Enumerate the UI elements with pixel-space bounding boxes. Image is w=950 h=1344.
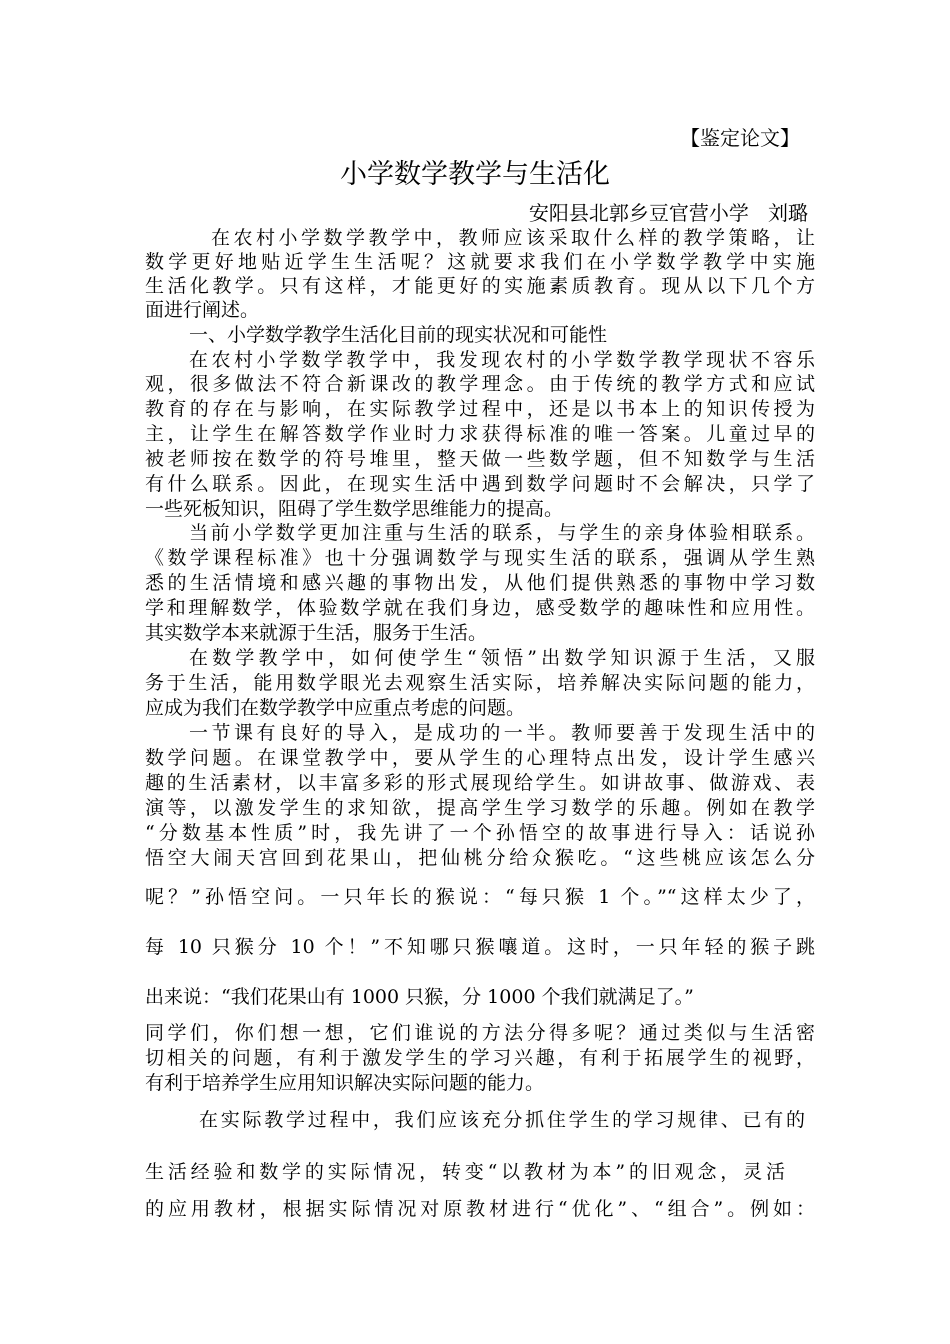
document-tag: 【鉴定论文】 [680, 126, 800, 150]
paragraph-line: 其实数学本来就源于生活，服务于生活。 [145, 622, 488, 644]
paragraph-line: 在数学教学中，如何使学生“领悟”出数学知识源于生活，又服 [189, 647, 815, 669]
paragraph-line: 呢？”孙悟空问。一只年长的猴说：“每只猴 1 个。”“这样太少了， [145, 886, 815, 908]
paragraph-line: 数学更好地贴近学生生活呢？这就要求我们在小学数学教学中实施 [145, 251, 815, 273]
paragraph-line: 出来说：“我们花果山有 1000 只猴，分 1000 个我们就满足了。” [145, 986, 694, 1008]
paragraph-line: 趣的生活素材，以丰富多彩的形式展现给学生。如讲故事、做游戏、表 [145, 772, 815, 794]
paragraph-line: 在农村小学数学教学中，我发现农村的小学数学教学现状不容乐 [189, 349, 815, 371]
paragraph-line: 当前小学数学更加注重与生活的联系，与学生的亲身体验相联系。 [189, 522, 815, 544]
paragraph-line: 有利于培养学生应用知识解决实际问题的能力。 [145, 1072, 545, 1094]
paragraph-line: 一些死板知识，阻碍了学生数学思维能力的提高。 [145, 498, 564, 520]
paragraph-line: 一节课有良好的导入，是成功的一半。教师要善于发现生活中的 [189, 722, 815, 744]
paragraph-line: 演等，以激发学生的求知欲，提高学生学习数学的乐趣。例如在教学 [145, 797, 815, 819]
paragraph-line: 生活化教学。只有这样，才能更好的实施素质教育。现从以下几个方 [145, 275, 815, 297]
paragraph-line: 在农村小学数学教学中，教师应该采取什么样的教学策略，让 [211, 227, 815, 249]
paragraph-line: 在实际教学过程中，我们应该充分抓住学生的学习规律、已有的 [199, 1109, 805, 1131]
paragraph-line: 切相关的问题，有利于激发学生的学习兴趣，有利于拓展学生的视野， [145, 1047, 815, 1069]
paragraph-line: 悟空大闹天宫回到花果山，把仙桃分给众猴吃。“这些桃应该怎么分 [145, 847, 815, 869]
paragraph-line: 每 10 只猴分 10 个！”不知哪只猴嚷道。这时，一只年轻的猴子跳 [145, 936, 815, 958]
paragraph-line: 同学们，你们想一想，它们谁说的方法分得多呢？通过类似与生活密 [145, 1022, 815, 1044]
paragraph-line: 观，很多做法不符合新课改的教学理念。由于传统的教学方式和应试 [145, 373, 815, 395]
paragraph-line: 的应用教材，根据实际情况对原教材进行“优化”、“组合”。例如： [145, 1198, 815, 1220]
paragraph-line: 有什么联系。因此，在现实生活中遇到数学问题时不会解决，只学了 [145, 473, 815, 495]
paragraph-line: 务于生活，能用数学眼光去观察生活实际，培养解决实际问题的能力， [145, 672, 815, 694]
paragraph-line: 被老师按在数学的符号堆里，整天做一些数学题，但不知数学与生活 [145, 448, 815, 470]
page-title: 小学数学教学与生活化 [340, 159, 610, 190]
section-heading: 一、小学数学教学生活化目前的现实状况和可能性 [189, 324, 608, 346]
paragraph-line: 应成为我们在数学教学中应重点考虑的问题。 [145, 697, 526, 719]
paragraph-line: 生活经验和数学的实际情况，转变“以教材为本”的旧观念，灵活 [145, 1161, 785, 1183]
paragraph-line: “分数基本性质”时，我先讲了一个孙悟空的故事进行导入：话说孙 [145, 822, 815, 844]
paragraph-line: 悉的生活情境和感兴趣的事物出发，从他们提供熟悉的事物中学习数 [145, 572, 815, 594]
paragraph-line: 面进行阐述。 [145, 299, 260, 321]
paragraph-line: 教育的存在与影响，在实际教学过程中，还是以书本上的知识传授为 [145, 398, 815, 420]
paragraph-line: 学和理解数学，体验数学就在我们身边，感受数学的趣味性和应用性。 [145, 597, 815, 619]
author-line: 安阳县北郭乡豆官营小学 刘璐 [528, 201, 808, 225]
paragraph-line: 《数学课程标准》也十分强调数学与现实生活的联系，强调从学生熟 [145, 547, 815, 569]
paragraph-line: 主，让学生在解答数学作业时力求获得标准的唯一答案。儿童过早的 [145, 423, 815, 445]
paragraph-line: 数学问题。在课堂教学中，要从学生的心理特点出发，设计学生感兴 [145, 747, 815, 769]
